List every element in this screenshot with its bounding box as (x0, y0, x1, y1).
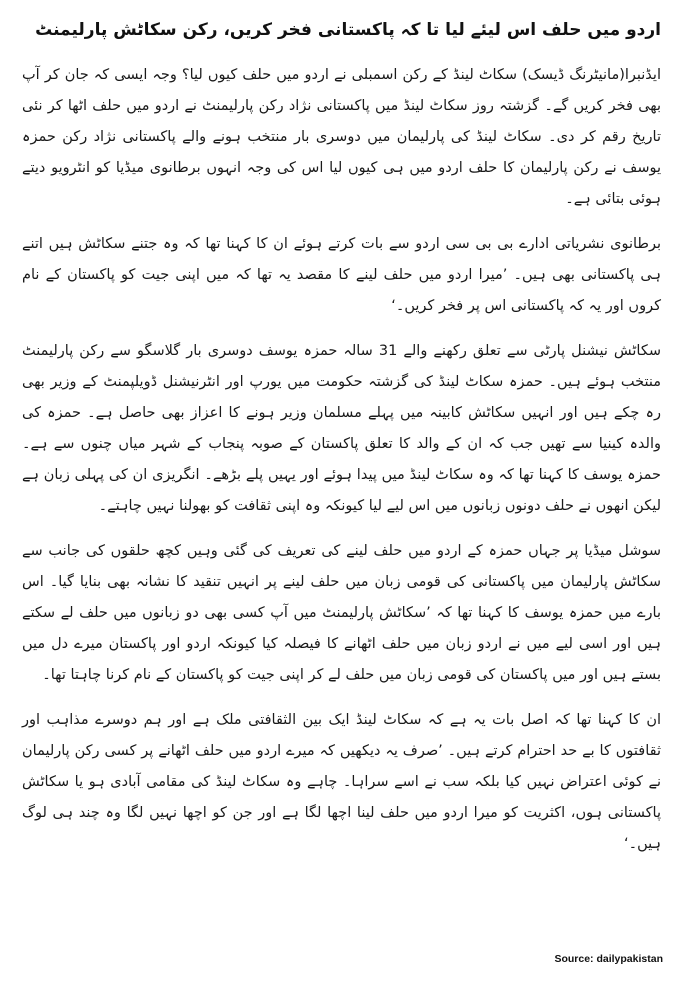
article-paragraph-4: سوشل میڈیا پر جہاں حمزہ کے اردو میں حلف لینے کی تعریف کی گئی وہیں کچھ حلقوں کی جانب سے سکاٹش پارلیمان میں پاکستانی کی قومی زبان میں حلف لینے پر انہیں تنقید کا نشانہ بھی بنایا گیا۔ اس بارے میں حمزہ یوسف کا کہنا تھا کہ ’سکاٹش پارلیمنٹ میں آپ کسی بھی دو زبانوں میں حلف لے سکتے ہیں اور اسی لیے میں نے اردو زبان میں حلف اٹھانے کا فیصلہ کیا کیونکہ اردو اور پاکستان میرے دل میں بستے ہیں اور میں پاکستان کی قومی زبان میں حلف لے کر اپنی جیت کو پاکستان کے نام کرنا چاہتا تھا۔ (22, 543, 661, 683)
source-credit: Source: dailypakistan (554, 953, 663, 965)
article-paragraph-1: ایڈنبرا(مانیٹرنگ ڈیسک) سکاٹ لینڈ کے رکن اسمبلی نے اردو میں حلف کیوں لیا؟ وجہ ایسی کہ جان کر آپ بھی فخر کریں گے۔ گزشتہ روز سکاٹ لینڈ میں پاکستانی نژاد رکن پارلیمنٹ نے اردو میں حلف اٹھا کر نئی تاریخ رقم کر دی۔ سکاٹ لینڈ کی پارلیمان میں دوسری بار منتخب ہونے والے پاکستانی نژاد رکن حمزہ یوسف نے رکن پارلیمان کا حلف اردو میں ہی کیوں لیا اس کی وجہ انہوں برطانوی میڈیا کو انٹرویو دیتے ہوئی بتائی ہے۔ (22, 67, 661, 207)
article-paragraph-5: ان کا کہنا تھا کہ اصل بات یہ ہے کہ سکاٹ لینڈ ایک بین الثقافتی ملک ہے اور ہم دوسرے مذاہب اور ثقافتوں کا بے حد احترام کرتے ہیں۔ ’صرف یہ دیکھیں کہ میرے اردو میں حلف اٹھانے پر کسی رکن پارلیمان نے کوئی اعتراض نہیں کیا بلکہ سب نے اسے سراہا۔ چاہے وہ سکاٹ لینڈ کی مقامی آبادی ہو یا سکاٹش پاکستانی ہوں، اکثریت کو میرا اردو میں حلف لینا اچھا لگا ہے اور جن کو اچھا نہیں لگا وہ چند ہی لوگ ہیں۔‘ (22, 712, 661, 852)
article-headline: اردو میں حلف اس لیئے لیا تا کہ پاکستانی فخر کریں، رکن سکاٹش پارلیمنٹ (35, 20, 661, 40)
article-paragraph-2: برطانوی نشریاتی ادارے بی بی سی اردو سے بات کرتے ہوئے ان کا کہنا تھا کہ وہ جتنے سکاٹش ہیں اتنے ہی پاکستانی بھی ہیں۔ ’میرا اردو میں حلف لینے کا مقصد یہ تھا کہ میں اپنی جیت کو پاکستان کے نام کروں اور یہ کہ پاکستانی اس پر فخر کریں۔‘ (22, 236, 661, 314)
article-paragraph-3: سکاٹش نیشنل پارٹی سے تعلق رکھنے والے 31 سالہ حمزہ یوسف دوسری بار گلاسگو سے رکن پارلیمنٹ منتخب ہوئے ہیں۔ حمزہ سکاٹ لینڈ کی گزشتہ حکومت میں یورپ اور انٹرنیشنل ڈویلپمنٹ کے وزیر بھی رہ چکے ہیں اور انہیں سکاٹش کابینہ میں پہلے مسلمان وزیر ہونے کا اعزاز بھی حاصل ہے۔ حمزہ کی والدہ کینیا سے تھیں جب کہ ان کے والد کا تعلق پاکستان کے صوبہ پنجاب کے شہر میاں چنوں سے ہے۔ حمزہ یوسف کا کہنا تھا کہ وہ سکاٹ لینڈ میں پیدا ہوئے اور یہیں پلے بڑھے۔ انگریزی ان کی پہلی زبان ہے لیکن انھوں نے حلف دونوں زبانوں میں اس لیے لیا کیونکہ وہ اپنی ثقافت کو بھولنا نہیں چاہتے۔ (22, 343, 661, 514)
